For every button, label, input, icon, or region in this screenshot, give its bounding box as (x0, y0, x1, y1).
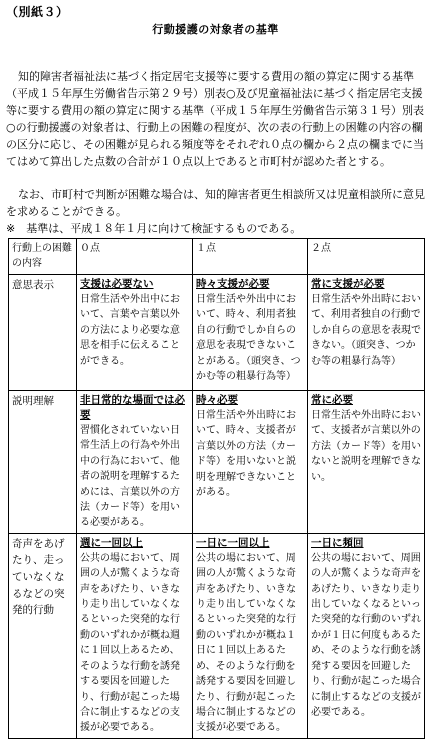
header-1pt: １点 (193, 239, 308, 275)
level-description: 公共の場において、周囲の人が驚くような奇声をあげたり、いきなり走り出していなくなるといった突発的な行動のいずれかが１日に何度もあるため、そのような行動を誘発する要因を回避したり、行動が起こった場合に制止するなどの支援が必要である。 (311, 552, 421, 718)
level-label: 時々必要 (196, 394, 238, 406)
criteria-table (8, 238, 425, 739)
row-category: 説明理解 (9, 391, 77, 534)
header-category: 行動上の困難の内容 (9, 239, 77, 275)
score-cell (193, 275, 308, 391)
level-label: 常に支援が必要 (311, 278, 385, 290)
level-label: 常に必要 (311, 394, 353, 406)
table-row (9, 275, 425, 391)
score-cell (193, 391, 308, 534)
level-label: 支援は必要ない (80, 278, 154, 290)
table-header-row (9, 239, 425, 275)
level-label: 一日に頻回 (311, 536, 364, 549)
annex-label: （別紙３） (6, 5, 69, 19)
level-description: 公共の場において、周囲の人が驚くような奇声をあげたり、いきなり走り出していなくなるといった突発的な行動のいずれかが概ね１日に１回以上あるため、そのような行動を誘発する要因を回避したり、行動が起こった場合に制止するなどの支援が必要である。 (196, 552, 296, 734)
level-label: 非日常的な場面では必要 (80, 394, 185, 421)
score-cell (308, 533, 425, 738)
level-description: 日常生活や外出時において、時々、支援者が言葉以外の方法（カード等）を用いないと説明を理解できないことがある。 (196, 410, 296, 499)
table-row (9, 533, 425, 738)
table-row (9, 391, 425, 534)
score-cell (193, 533, 308, 738)
score-cell (308, 275, 425, 391)
page-title: 行動援護の対象者の基準 (152, 23, 279, 36)
score-cell (77, 391, 193, 534)
header-0pt: ０点 (77, 239, 193, 275)
level-description: 日常生活や外出中において、時々、利用者独自の行動でしか自らの意思を表現できないことがある。（頭突き、つかむ等の粗暴行為等） (196, 294, 301, 383)
intro-paragraph: 知的障害者福祉法に基づく指定居宅支援等に要する費用の額の算定に関する基準（平成１５年厚生労働省告示第２９号）別表○及び児童福祉法に基づく指定居宅支援等に要する費用の額の算定に関する基準（平成１５年厚生労働省告示第３１号）別表○の行動援護の対象者は、行動上の困難の程度が、次の表の行動上の困難の内容の欄の区分に応じ、その困難が見られる頻度等をそれぞれ０点の欄から２点の欄までに当てはめて算出した点数の合計が１０点以上であると市町村が認めた者とする。 (6, 70, 424, 168)
level-description: 日常生活や外出時において、支援者が言葉以外の方法（カード等）を用いないと説明を理解できない。 (311, 410, 421, 483)
supplement-paragraph: なお、市町村で判断が困難な場合は、知的障害者更生相談所又は児童相談所に意見を求めることができる。 (6, 188, 425, 218)
level-description: 日常生活や外出時において、利用者独自の行動でしか自らの意思を表現できない。（頭突き、つかむ等の粗暴行為等） (311, 294, 421, 367)
level-label: 一日に一回以上 (196, 536, 270, 549)
score-cell (77, 275, 193, 391)
level-label: 週に一回以上 (80, 536, 143, 549)
row-category: 奇声をあげたり、走っていなくなるなどの突発的行動 (9, 533, 77, 738)
level-description: 日常生活や外出中において、言葉や言葉以外の方法により必要な意思を相手に伝えることができる。 (80, 294, 180, 367)
footnote: ※ 基準は、平成１８年１月に向けて検証するものである。 (6, 222, 302, 235)
level-description: 習慣化されていない日常生活上の行為や外出中の行為において、他者の説明を理解するためには、言葉以外の方法（カード等）を用いる必要がある。 (80, 425, 180, 529)
level-label: 時々支援が必要 (196, 278, 270, 290)
header-2pt: ２点 (308, 239, 425, 275)
score-cell (308, 391, 425, 534)
score-cell (77, 533, 193, 738)
row-category: 意思表示 (9, 275, 77, 391)
level-description: 公共の場において、周囲の人が驚くような奇声をあげたり、いきなり走り出していなくなるといった突発的な行動のいずれかが概ね週に１回以上あるため、そのような行動を誘発する要因を回避したり、行動が起こった場合に制止するなどの支援が必要である。 (80, 552, 180, 734)
